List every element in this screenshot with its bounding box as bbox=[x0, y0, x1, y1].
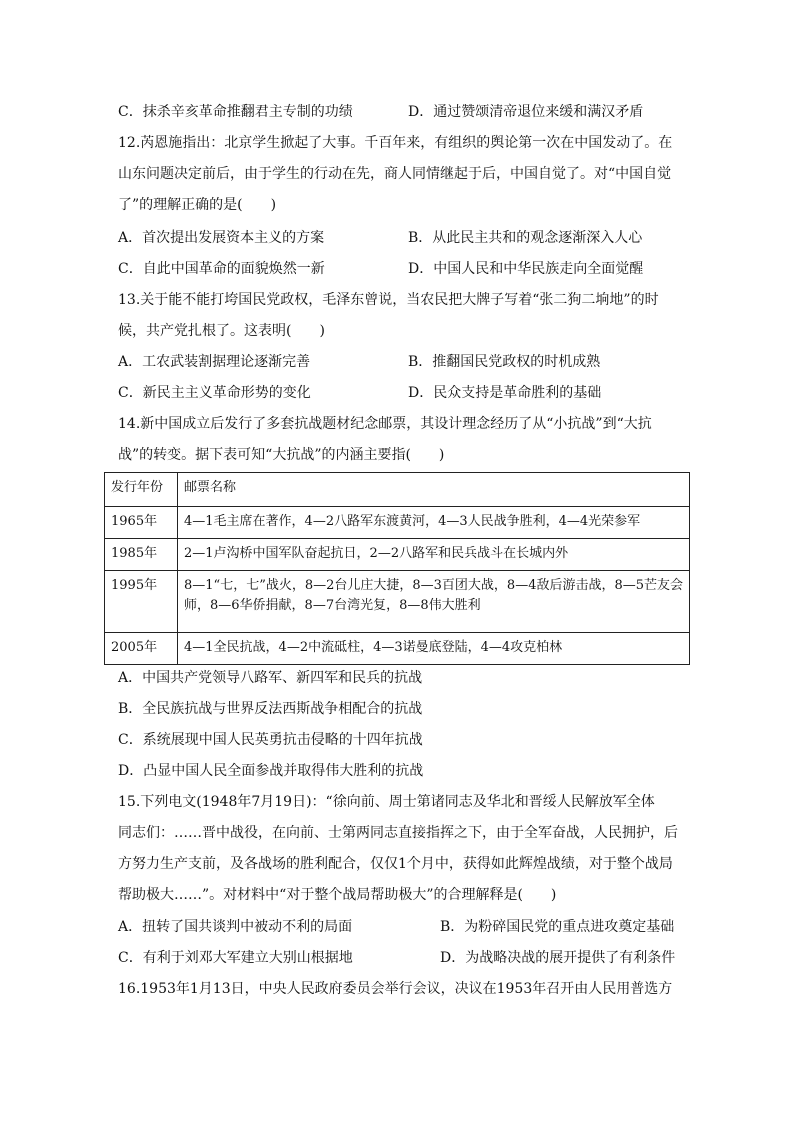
q14-option-b: B．全民族抗战与世界反法西斯战争相配合的抗战 bbox=[118, 701, 423, 717]
q15-stem-line4: 帮助极大……”。对材料中“对于整个战局帮助极大”的合理解释是( ) bbox=[118, 887, 557, 903]
q12-stem-line1: 12.芮恩施指出：北京学生掀起了大事。千百年来，有组织的舆论第一次在中国发动了。在 bbox=[118, 135, 673, 151]
q14-stem-line1: 14.新中国成立后发行了多套抗战题材纪念邮票，其设计理念经历了从“小抗战”到“大抗 bbox=[118, 416, 652, 432]
table-row bbox=[105, 507, 690, 539]
q15-stem-line2: 同志们：……晋中战役，在向前、士第两同志直接指挥之下，由于全军奋战，人民拥护，后 bbox=[118, 825, 678, 841]
q12-option-c: C．自此中国革命的面貌焕然一新 bbox=[118, 261, 325, 277]
q13-option-d: D．民众支持是革命胜利的基础 bbox=[408, 385, 602, 401]
row-stamp-names: 4—1全民抗战，4—2中流砥柱，4—3诺曼底登陆，4—4攻克柏林 bbox=[178, 633, 690, 665]
q13-option-a: A．工农武装割据理论逐渐完善 bbox=[118, 354, 311, 370]
header-stamp-names: 邮票名称 bbox=[178, 473, 690, 507]
q13-stem-line2: 候，共产党扎根了。这表明( ) bbox=[118, 323, 325, 339]
stamp-table bbox=[104, 472, 690, 665]
q13-option-b: B．推翻国民党政权的时机成熟 bbox=[408, 354, 601, 370]
row-year: 1985年 bbox=[105, 539, 178, 571]
row-stamp-names: 4—1毛主席在著作，4—2八路军东渡黄河，4—3人民战争胜利，4—4光荣参军 bbox=[178, 507, 690, 539]
header-year: 发行年份 bbox=[105, 473, 178, 507]
q15-option-a: A．扭转了国共谈判中被动不利的局面 bbox=[118, 919, 353, 935]
table-row bbox=[105, 539, 690, 571]
q15-option-c: C．有利于刘邓大军建立大别山根据地 bbox=[118, 950, 353, 966]
q12-stem-line2: 山东问题决定前后，由于学生的行动在先，商人同情继起于后，中国自觉了。对“中国自觉 bbox=[118, 166, 672, 182]
q13-stem-line1: 13.关于能不能打垮国民党政权，毛泽东曾说，当农民把大牌子写着“张二狗二垧地”的时 bbox=[118, 292, 659, 308]
row-year: 2005年 bbox=[105, 633, 178, 665]
q14-option-d: D．凸显中国人民全面参战并取得伟大胜利的抗战 bbox=[118, 763, 424, 779]
row-stamp-names: 8—1“七，七”战火，8—2台儿庄大捷，8—3百团大战，8—4敌后游击战，8—5芒友会师，8—6华侨捐献，8—7台湾光复，8—8伟大胜利 bbox=[178, 571, 690, 633]
row-year: 1995年 bbox=[105, 571, 178, 633]
q12-stem-line3: 了”的理解正确的是( ) bbox=[118, 197, 277, 213]
q14-option-a: A．中国共产党领导八路军、新四军和民兵的抗战 bbox=[118, 670, 423, 686]
q13-option-c: C．新民主主义革命形势的变化 bbox=[118, 385, 311, 401]
q12-option-d: D．中国人民和中华民族走向全面觉醒 bbox=[408, 261, 644, 277]
q12-option-b: B．从此民主共和的观念逐渐深入人心 bbox=[408, 230, 643, 246]
table-row bbox=[105, 571, 690, 633]
q16-stem-line1: 16.1953年1月13日，中央人民政府委员会举行会议，决议在1953年召开由人民用普选方 bbox=[118, 981, 673, 997]
q12-option-a: A．首次提出发展资本主义的方案 bbox=[118, 230, 325, 246]
q11-option-c: C．抹杀辛亥革命推翻君主专制的功绩 bbox=[118, 104, 353, 120]
q11-option-d: D．通过赞颂清帝退位来缓和满汉矛盾 bbox=[408, 104, 644, 120]
table-header-row bbox=[105, 473, 690, 507]
q15-option-b: B．为粉碎国民党的重点进攻奠定基础 bbox=[440, 919, 675, 935]
table-row bbox=[105, 633, 690, 665]
q14-option-c: C．系统展现中国人民英勇抗击侵略的十四年抗战 bbox=[118, 732, 423, 748]
q15-stem-line3: 方努力生产支前，及各战场的胜利配合，仅仅1个月中，获得如此辉煌战绩，对于整个战局 bbox=[118, 856, 673, 872]
q15-stem-line1: 15.下列电文(1948年7月19日)：“徐向前、周士第诸同志及华北和晋绥人民解放军全体 bbox=[118, 794, 655, 810]
row-stamp-names: 2—1卢沟桥中国军队奋起抗日，2—2八路军和民兵战斗在长城内外 bbox=[178, 539, 690, 571]
row-year: 1965年 bbox=[105, 507, 178, 539]
q15-option-d: D．为战略决战的展开提供了有利条件 bbox=[440, 950, 676, 966]
q14-stem-line2: 战”的转变。据下表可知“大抗战”的内涵主要指( ) bbox=[118, 447, 445, 463]
